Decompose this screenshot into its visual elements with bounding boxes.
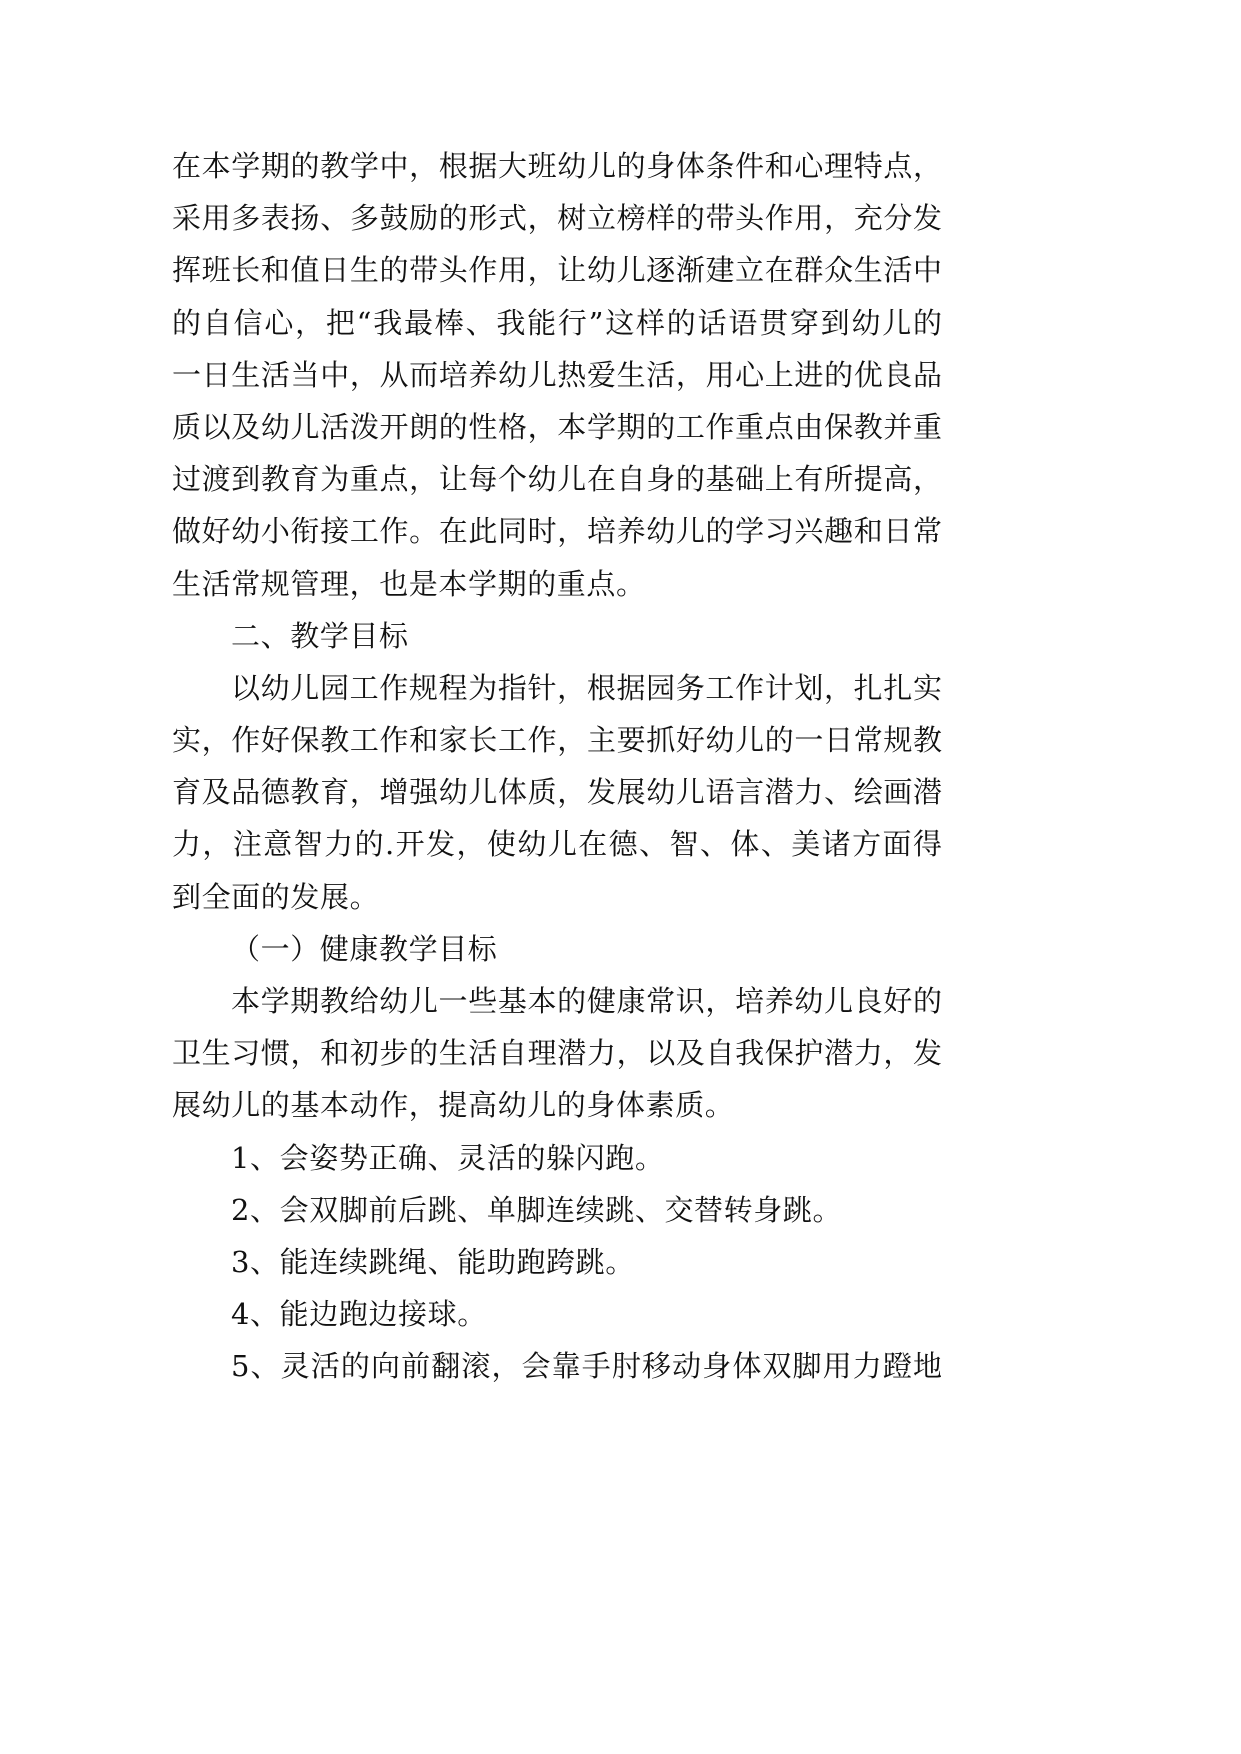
text-line: 育及品德教育，增强幼儿体质，发展幼儿语言潜力、绘画潜 [172,775,942,810]
document-body [172,140,942,1393]
text-line: 实，作好保教工作和家长工作，主要抓好幼儿的一日常规教 [172,723,942,758]
section-teaching-goals [172,610,942,923]
goal-list [172,1132,942,1393]
text-line: 在本学期的教学中，根据大班幼儿的身体条件和心理特点， [172,149,942,183]
text-line: 做好幼小衔接工作。在此同时，培养幼儿的学习兴趣和日常 [172,514,942,549]
text-line: 以幼儿园工作规程为指针，根据园务工作计划，扎扎实 [231,670,942,705]
text-line: 挥班长和值日生的带头作用，让幼儿逐渐建立在群众生活中 [172,253,942,288]
subsection-health-goals [172,923,942,1393]
text-line: 过渡到教育为重点，让每个幼儿在自身的基础上有所提高， [172,462,942,497]
text-line: 的自信心，把“我最棒、我能行”这样的话语贯穿到幼儿的 [172,305,942,340]
intro-paragraph [172,140,942,610]
text-line: 力，注意智力的.开发，使幼儿在德、智、体、美诸方面得 [172,827,942,862]
text-line: 一日生活当中，从而培养幼儿热爱生活，用心上进的优良品 [172,357,942,392]
goal-item: 3、能连续跳绳、能助跑跨跳。 [231,1244,635,1279]
goal-item: 2、会双脚前后跳、单脚连续跳、交替转身跳。 [231,1192,843,1227]
goal-item: 4、能边跑边接球。 [231,1297,487,1332]
goal-item: 5、灵活的向前翻滚，会靠手肘移动身体双脚用力蹬地 [231,1349,942,1384]
text-line: 质以及幼儿活泼开朗的性格，本学期的工作重点由保教并重 [172,409,942,444]
text-line: 到全面的发展。 [172,879,380,914]
text-line: 卫生习惯，和初步的生活自理潜力，以及自我保护潜力，发 [172,1036,942,1071]
text-line: 采用多表扬、多鼓励的形式，树立榜样的带头作用，充分发 [172,201,942,236]
section-heading: 二、教学目标 [231,618,409,653]
goal-item: 1、会姿势正确、灵活的躲闪跑。 [231,1140,665,1175]
subsection-heading: （一）健康教学目标 [231,931,498,966]
text-line: 本学期教给幼儿一些基本的健康常识，培养幼儿良好的 [231,984,942,1018]
text-line: 展幼儿的基本动作，提高幼儿的身体素质。 [172,1088,735,1123]
subsection-paragraph [172,975,942,1132]
text-line: 生活常规管理，也是本学期的重点。 [172,566,646,601]
section-paragraph [172,662,942,923]
